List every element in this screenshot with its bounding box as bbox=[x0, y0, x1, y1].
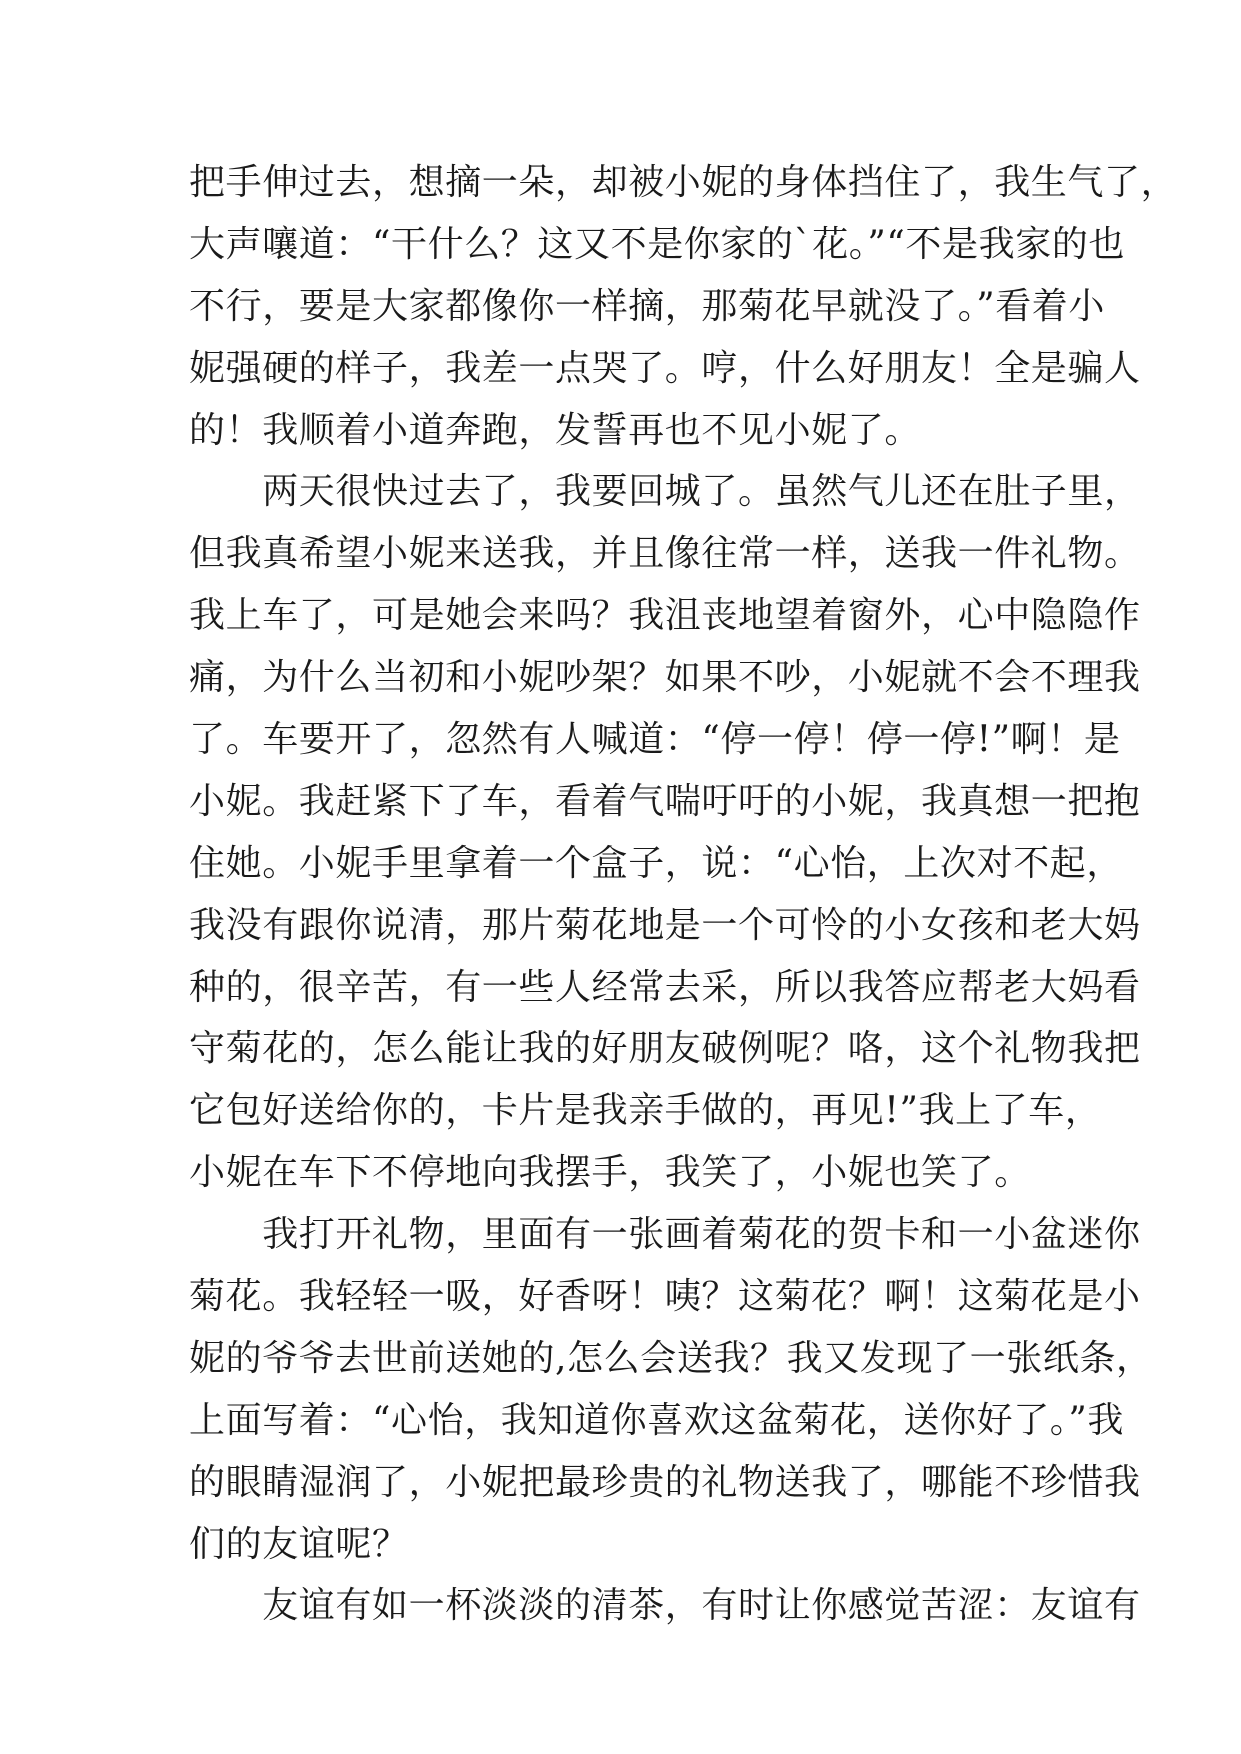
text-line: 的眼睛湿润了，小妮把最珍贵的礼物送我了，哪能不珍惜我 bbox=[189, 1461, 1141, 1503]
text-line: 妮的爷爷去世前送她的,怎么会送我？我又发现了一张纸条， bbox=[189, 1337, 1153, 1379]
text-line: 小妮。我赶紧下了车，看着气喘吁吁的小妮，我真想一把抱 bbox=[189, 780, 1141, 822]
text-line: 我打开礼物，里面有一张画着菊花的贺卡和一小盆迷你 bbox=[189, 1214, 1141, 1256]
text-line: 守菊花的，怎么能让我的好朋友破例呢？咯，这个礼物我把 bbox=[189, 1028, 1141, 1070]
text-line: 住她。小妮手里拿着一个盒子，说：“心怡，上次对不起， bbox=[189, 842, 1124, 884]
text-line: 种的，很辛苦，有一些人经常去采，所以我答应帮老大妈看 bbox=[189, 966, 1141, 1008]
paragraph-3 bbox=[189, 1204, 1153, 1575]
text-line: 我没有跟你说清，那片菊花地是一个可怜的小女孩和老大妈 bbox=[189, 904, 1141, 946]
body-text bbox=[189, 152, 1178, 1637]
text-line: 大声嚷道：“干什么？这又不是你家的`花。”“不是我家的也 bbox=[189, 223, 1126, 265]
text-line: 的！我顺着小道奔跑，发誓再也不见小妮了。 bbox=[189, 409, 922, 451]
text-line: 了。车要开了，忽然有人喊道：“停一停！停一停!”啊！是 bbox=[189, 719, 1121, 761]
paragraph-4 bbox=[189, 1575, 1141, 1637]
text-line: 我上车了，可是她会来吗？我沮丧地望着窗外，心中隐隐作 bbox=[189, 595, 1141, 637]
text-line: 上面写着：“心怡，我知道你喜欢这盆菊花，送你好了。”我 bbox=[189, 1399, 1125, 1441]
text-line: 菊花。我轻轻一吸，好香呀！咦？这菊花？啊！这菊花是小 bbox=[189, 1276, 1141, 1318]
text-line: 把手伸过去，想摘一朵，却被小妮的身体挡住了，我生气了， bbox=[189, 162, 1178, 203]
paragraph-2 bbox=[189, 461, 1141, 1204]
text-line: 们的友谊呢？ bbox=[189, 1523, 409, 1565]
text-line: 两天很快过去了，我要回城了。虽然气儿还在肚子里， bbox=[189, 471, 1141, 513]
text-line: 友谊有如一杯淡淡的清茶，有时让你感觉苦涩：友谊有 bbox=[189, 1585, 1141, 1627]
text-line: 痛，为什么当初和小妮吵架？如果不吵，小妮就不会不理我 bbox=[189, 657, 1141, 699]
paragraph-1 bbox=[189, 152, 1178, 461]
text-line: 妮强硬的样子，我差一点哭了。哼，什么好朋友！全是骗人 bbox=[189, 347, 1141, 389]
text-line: 小妮在车下不停地向我摆手，我笑了，小妮也笑了。 bbox=[189, 1152, 1031, 1194]
text-line: 它包好送给你的，卡片是我亲手做的，再见!”我上了车， bbox=[189, 1090, 1102, 1132]
text-line: 不行，要是大家都像你一样摘，那菊花早就没了。”看着小 bbox=[189, 285, 1106, 327]
text-line: 但我真希望小妮来送我，并且像往常一样，送我一件礼物。 bbox=[189, 533, 1141, 575]
